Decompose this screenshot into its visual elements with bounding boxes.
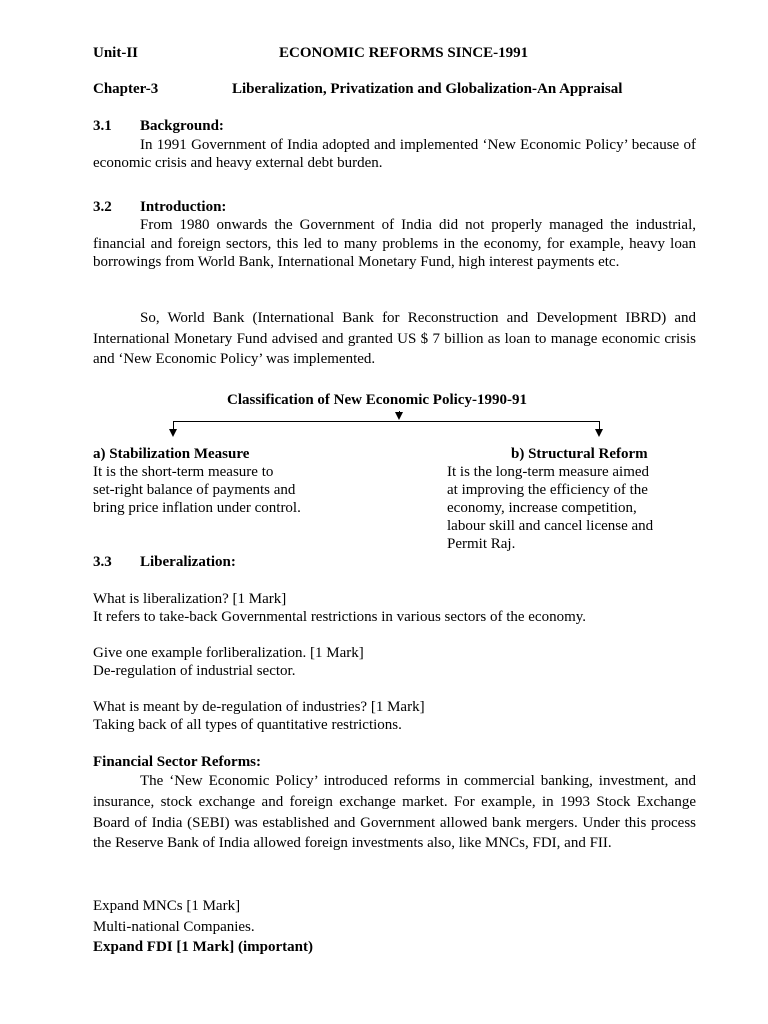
classification-title: Classification of New Economic Policy-1990-91 bbox=[227, 392, 527, 408]
section-3-1-number: 3.1 bbox=[93, 118, 112, 134]
right-arrow-icon bbox=[595, 429, 603, 437]
center-arrow-icon bbox=[395, 412, 403, 420]
financial-reforms-title: Financial Sector Reforms: bbox=[93, 754, 262, 770]
structural-title: b) Structural Reform bbox=[511, 446, 648, 462]
introduction-paragraph-1: From 1980 onwards the Government of India did not properly managed the industrial, financial and foreign sectors, this led to many problems in the economy, for example, heavy loan borrowings from World Bank, International Monetary Fund, high interest payments etc. bbox=[93, 217, 696, 270]
unit-label: Unit-II bbox=[93, 45, 139, 61]
section-3-2-number: 3.2 bbox=[93, 199, 112, 215]
question-1: What is liberalization? [1 Mark] bbox=[93, 591, 287, 607]
stabilization-line-3: bring price inflation under control. bbox=[93, 500, 301, 516]
answer-3: Taking back of all types of quantitative restrictions. bbox=[93, 717, 402, 733]
question-2: Give one example forliberalization. [1 Mark] bbox=[93, 645, 364, 661]
expand-mncs-answer: Multi-national Companies. bbox=[93, 919, 255, 935]
structural-line-1: It is the long-term measure aimed bbox=[447, 464, 650, 480]
answer-2: De-regulation of industrial sector. bbox=[93, 663, 296, 679]
left-arrow-icon bbox=[169, 429, 177, 437]
right-connector bbox=[599, 421, 600, 429]
chapter-title: Liberalization, Privatization and Globalization-An Appraisal bbox=[232, 81, 623, 97]
expand-fdi-question: Expand FDI [1 Mark] (important) bbox=[93, 939, 313, 955]
introduction-paragraph-2: So, World Bank (International Bank for Reconstruction and Development IBRD) and International Monetary Fund advised and granted US $ 7 billion as loan to manage economic crisis and ‘New Economic Policy’ was implemented. bbox=[93, 310, 696, 367]
classification-bracket-line bbox=[173, 421, 600, 422]
structural-line-4: labour skill and cancel license and bbox=[447, 518, 654, 534]
financial-reforms-paragraph: The ‘New Economic Policy’ introduced reforms in commercial banking, investment, and insurance, stock exchange and foreign exchange market. For example, in 1993 Stock Exchange Board of India (SEBI) was established and Government allowed bank mergers. Under this process the Reserve Bank of India allowed foreign investments also, like MNCs, FDI, and FII. bbox=[93, 773, 696, 852]
section-3-1-title: Background: bbox=[140, 118, 224, 134]
background-paragraph: In 1991 Government of India adopted and implemented ‘New Economic Policy’ because of economic crisis and heavy external debt burden. bbox=[93, 137, 696, 171]
left-connector bbox=[173, 421, 174, 429]
section-3-3-number: 3.3 bbox=[93, 554, 112, 570]
expand-mncs-question: Expand MNCs [1 Mark] bbox=[93, 898, 241, 914]
structural-line-5: Permit Raj. bbox=[447, 536, 516, 552]
answer-1: It refers to take-back Governmental restrictions in various sectors of the economy. bbox=[93, 609, 587, 625]
stabilization-line-2: set-right balance of payments and bbox=[93, 482, 296, 498]
section-3-3-title: Liberalization: bbox=[140, 554, 236, 570]
chapter-label: Chapter-3 bbox=[93, 81, 159, 97]
question-3: What is meant by de-regulation of industries? [1 Mark] bbox=[93, 699, 425, 715]
stabilization-title: a) Stabilization Measure bbox=[93, 446, 250, 462]
structural-line-2: at improving the efficiency of the bbox=[447, 482, 648, 498]
unit-title: ECONOMIC REFORMS SINCE-1991 bbox=[279, 45, 529, 61]
section-3-2-title: Introduction: bbox=[140, 199, 227, 215]
stabilization-line-1: It is the short-term measure to bbox=[93, 464, 274, 480]
structural-line-3: economy, increase competition, bbox=[447, 500, 637, 516]
